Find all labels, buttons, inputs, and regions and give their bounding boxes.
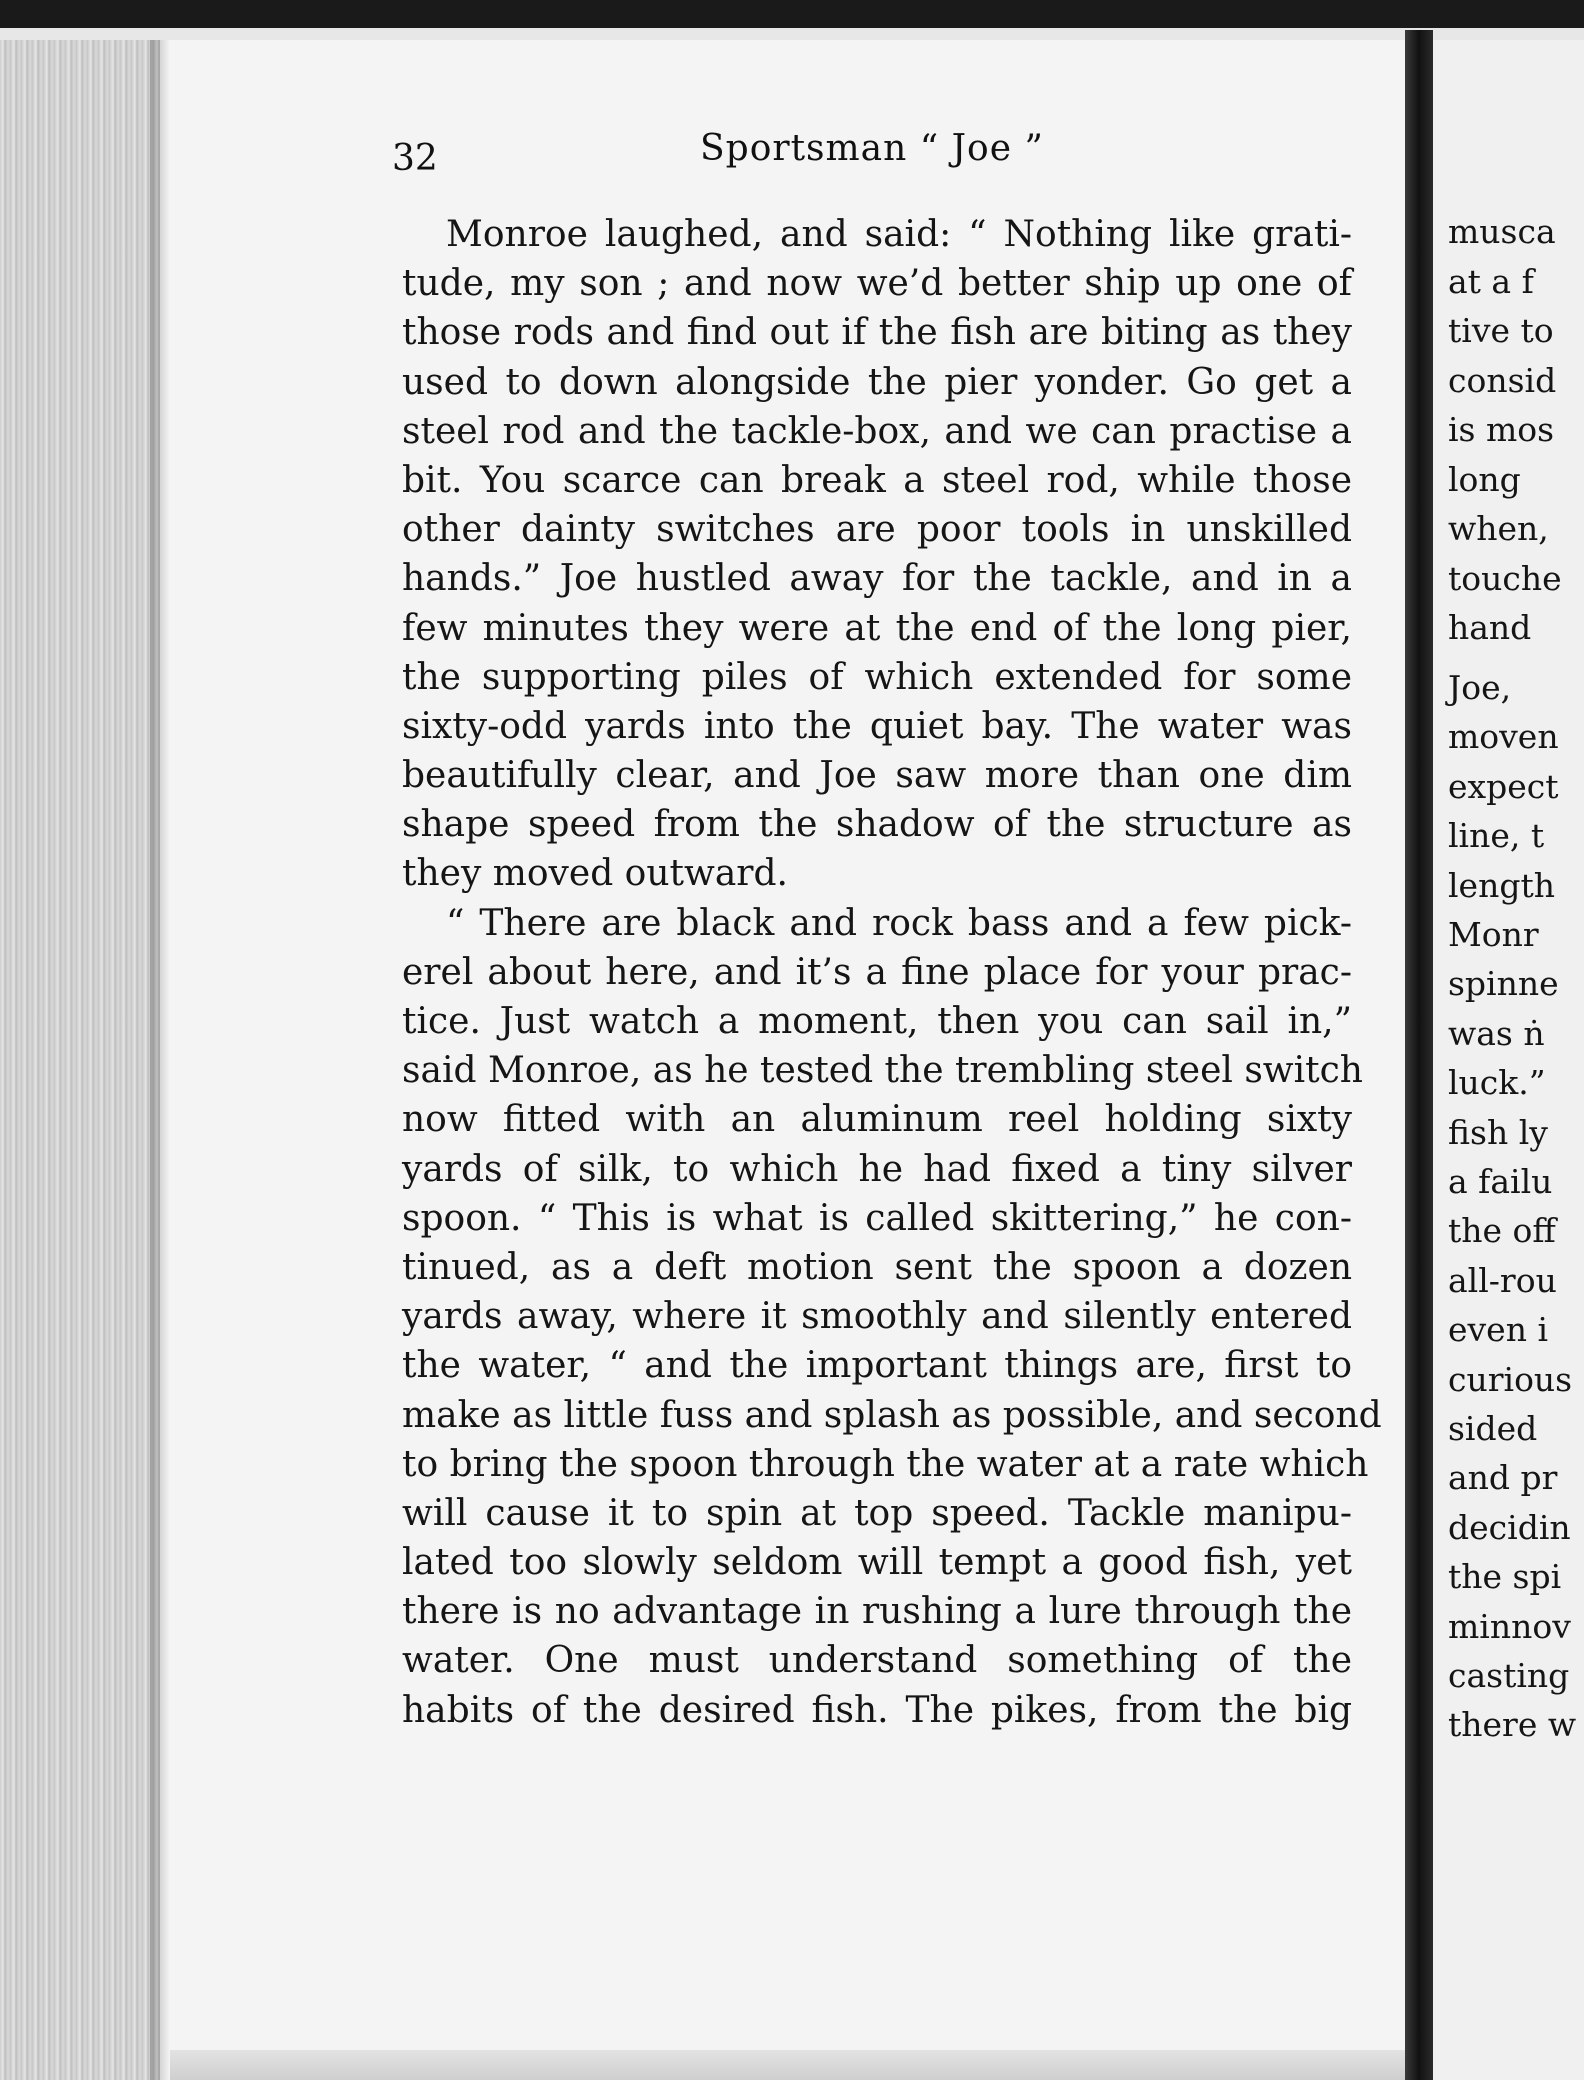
right-page-line: touche: [1448, 558, 1562, 598]
right-page-line: Monr: [1448, 915, 1539, 954]
right-page-line: expect: [1448, 766, 1559, 806]
text-line: habits of the desired fish. The pikes, from the big: [402, 1689, 1352, 1731]
right-page-line: minnov: [1448, 1606, 1571, 1646]
text-line: spoon. “ This is what is called skittering,” he con-: [402, 1197, 1352, 1239]
text-line: erel about here, and it’s a fine place for your prac-: [402, 951, 1352, 993]
running-head: Sportsman “ Joe ”: [700, 128, 1044, 169]
right-page-line: decidin: [1448, 1507, 1571, 1547]
right-page-line: and pr: [1448, 1458, 1558, 1498]
text-line: steel rod and the tackle-box, and we can practise a: [402, 410, 1352, 452]
text-line: Monroe laughed, and said: “ Nothing like grati-: [446, 214, 1352, 255]
right-page-line: consid: [1448, 360, 1557, 400]
text-line: now fitted with an aluminum reel holding sixty: [402, 1099, 1352, 1141]
text-line: there is no advantage in rushing a lure through the: [402, 1591, 1352, 1633]
text-line: to bring the spoon through the water at a rate which: [402, 1443, 1369, 1485]
right-page-line: even i: [1448, 1310, 1548, 1350]
right-page-line: hand: [1448, 608, 1532, 647]
text-line: will cause it to spin at top speed. Tackle manipu-: [402, 1492, 1352, 1534]
page-edge-shadow: [150, 40, 170, 2080]
right-page-line: luck.”: [1448, 1063, 1546, 1103]
right-page-line: fish ly: [1448, 1112, 1548, 1152]
right-page-line: there w: [1448, 1705, 1577, 1745]
text-line: make as little fuss and splash as possible, and second: [402, 1394, 1382, 1436]
right-page-line: Joe,: [1448, 668, 1512, 707]
book-binding-gutter: [1405, 30, 1433, 2080]
text-line: water. One must understand something of the: [402, 1640, 1352, 1682]
right-page-line: tive to: [1448, 311, 1554, 350]
right-page-line: the off: [1448, 1211, 1556, 1251]
right-page-line: is mos: [1448, 410, 1555, 449]
right-page-line: spinne: [1448, 964, 1559, 1004]
text-line: “ There are black and rock bass and a few pick-: [446, 902, 1352, 944]
text-line: they moved outward.: [402, 853, 788, 895]
right-page-line: all-rou: [1448, 1260, 1557, 1300]
left-page-text-block: [402, 210, 1382, 1735]
text-line: yards of silk, to which he had fixed a tiny silver: [402, 1148, 1352, 1190]
text-line: used to down alongside the pier yonder. Go get a: [402, 361, 1352, 403]
text-line: the water, “ and the important things are, first to: [402, 1345, 1352, 1387]
text-line: tice. Just watch a moment, then you can sail in,”: [402, 1001, 1352, 1042]
text-line: tude, my son ; and now we’d better ship up one of: [402, 263, 1352, 305]
right-page-line: long: [1448, 459, 1521, 499]
page-number: 32: [392, 138, 438, 179]
right-page-line: moven: [1448, 717, 1559, 757]
right-page-line: length: [1448, 865, 1555, 905]
right-page-line: casting: [1448, 1656, 1570, 1695]
text-line: tinued, as a deft motion sent the spoon a dozen: [402, 1246, 1352, 1288]
text-line: the supporting piles of which extended for some: [402, 656, 1352, 698]
right-page-line: musca: [1448, 212, 1556, 251]
right-page-line: when,: [1448, 509, 1549, 548]
text-line: shape speed from the shadow of the structure as: [402, 804, 1352, 846]
text-line: sixty-odd yards into the quiet bay. The water was: [402, 705, 1352, 747]
right-page-line: at a f: [1448, 261, 1534, 301]
right-page-line: was ṅ: [1448, 1013, 1545, 1053]
text-line: lated too slowly seldom will tempt a good fish, yet: [402, 1542, 1352, 1584]
text-line: hands.” Joe hustled away for the tackle, and in a: [402, 558, 1352, 600]
right-page-line: curious: [1448, 1359, 1573, 1399]
right-page-line: line, t: [1448, 816, 1545, 856]
right-page-line: the spi: [1448, 1557, 1562, 1597]
text-line: said Monroe, as he tested the trembling steel switch: [402, 1050, 1363, 1092]
bottom-page-edge: [170, 2050, 1405, 2080]
text-line: other dainty switches are poor tools in unskilled: [402, 509, 1352, 551]
text-line: those rods and find out if the fish are biting as they: [402, 312, 1352, 354]
text-line: yards away, where it smoothly and silently entered: [402, 1296, 1352, 1338]
text-line: bit. You scarce can break a steel rod, while those: [402, 459, 1352, 501]
text-line: beautifully clear, and Joe saw more than one dim: [402, 755, 1352, 797]
right-page-line: a failu: [1448, 1162, 1553, 1201]
text-line: few minutes they were at the end of the long pier,: [402, 607, 1352, 649]
right-page-line: sided: [1448, 1409, 1538, 1448]
